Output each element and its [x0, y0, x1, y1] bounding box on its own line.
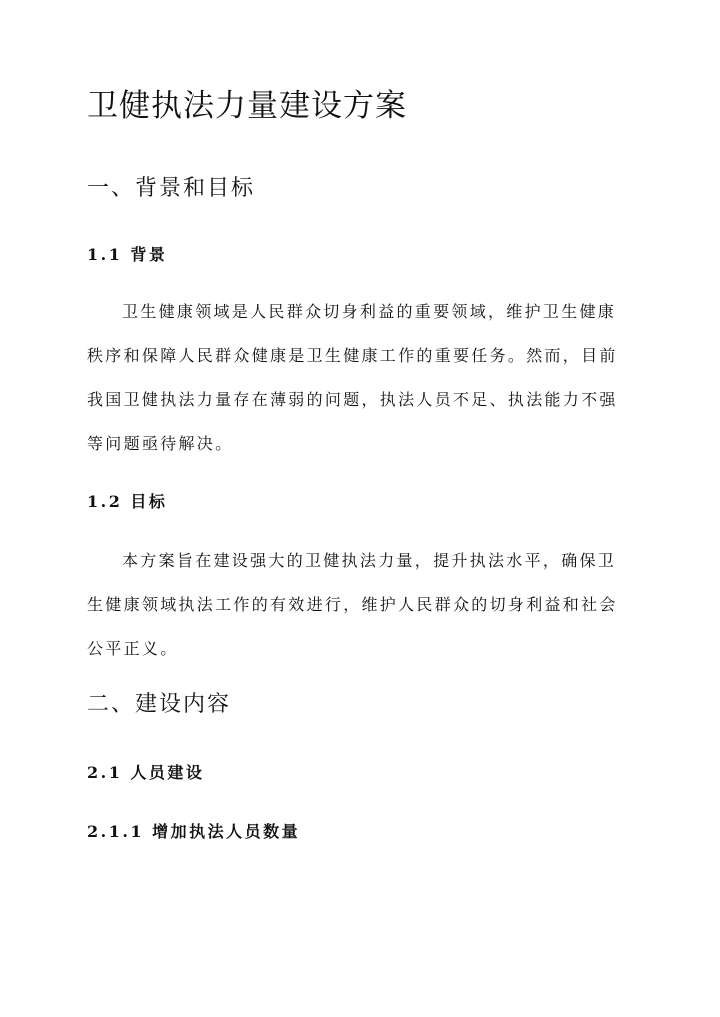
section-heading-construction-content: 二、建设内容: [87, 692, 232, 717]
subsection-heading-goals: 1.2 目标: [87, 492, 168, 511]
paragraph-line: 公平正义。: [87, 639, 179, 658]
subsection-heading-background: 1.1 背景: [87, 245, 168, 264]
paragraph-background: [87, 290, 647, 466]
paragraph-line: 卫生健康领域是人民群众切身利益的重要领域，维护卫生健康: [122, 302, 617, 321]
paragraph-line: 等问题亟待解决。: [87, 434, 234, 453]
paragraph-line: 生健康领域执法工作的有效进行，维护人民群众的切身利益和社会: [87, 595, 618, 614]
paragraph-goals: [87, 539, 647, 671]
paragraph-line: 秩序和保障人民群众健康是卫生健康工作的重要任务。然而，目前: [87, 346, 618, 365]
paragraph-line: 我国卫健执法力量存在薄弱的问题，执法人员不足、执法能力不强: [87, 390, 618, 409]
subsubsection-heading-increase-staff: 2.1.1 增加执法人员数量: [87, 822, 301, 841]
section-heading-background-goals: 一、背景和目标: [87, 176, 256, 201]
paragraph-line: 本方案旨在建设强大的卫健执法力量，提升执法水平，确保卫: [122, 551, 617, 570]
subsection-heading-personnel: 2.1 人员建设: [87, 763, 205, 782]
document-title: 卫健执法力量建设方案: [87, 88, 407, 124]
